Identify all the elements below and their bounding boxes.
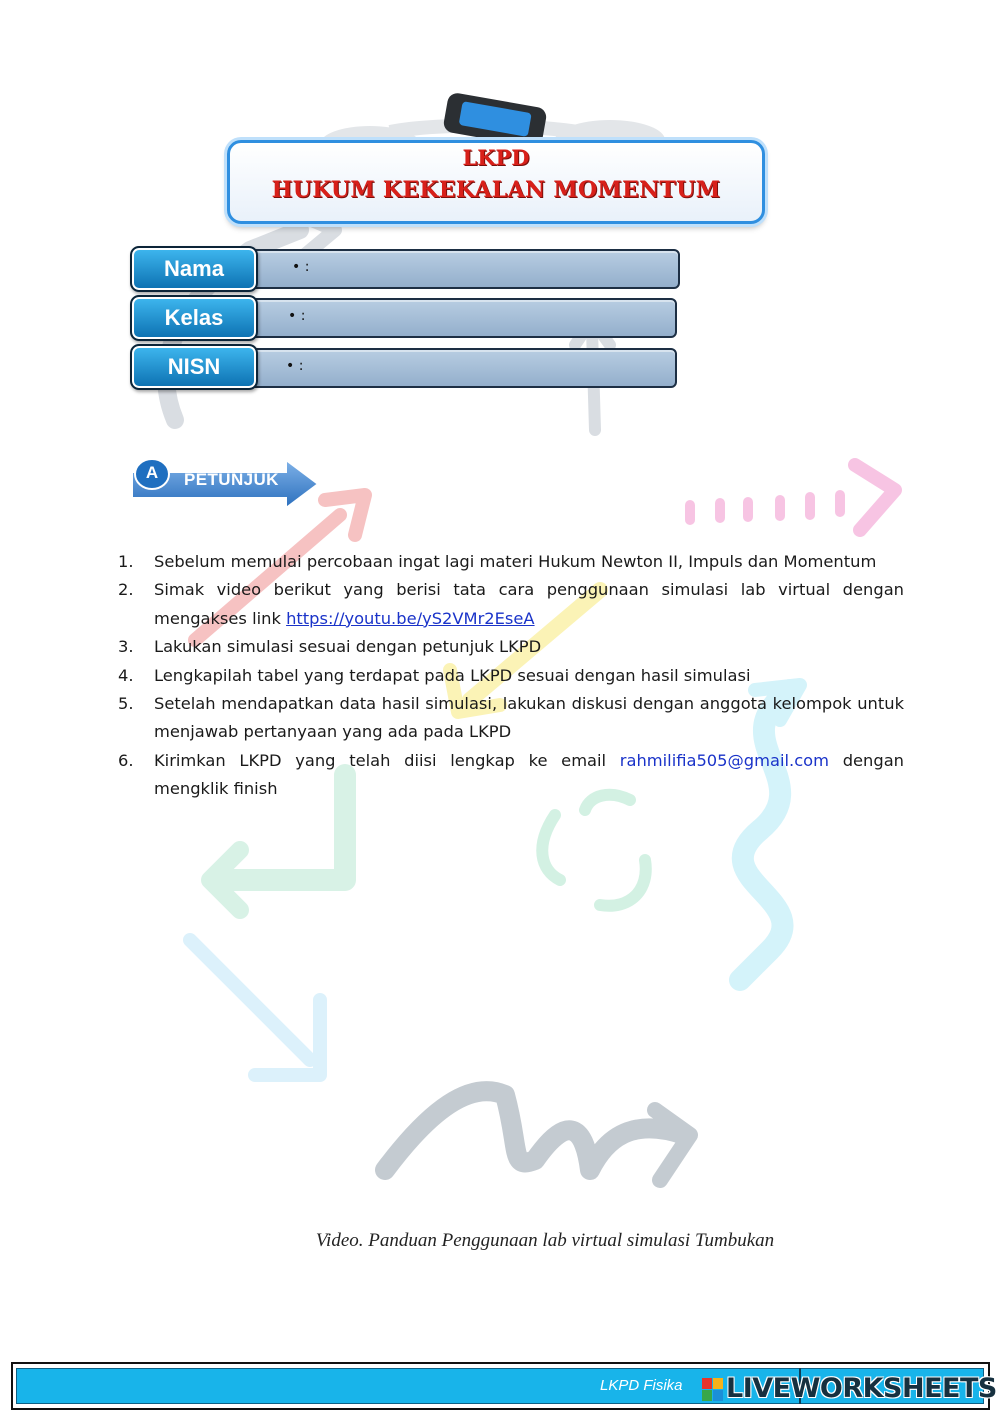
nisn-field[interactable] bbox=[248, 348, 677, 388]
kelas-field[interactable] bbox=[248, 298, 677, 338]
list-item-number: 4. bbox=[118, 665, 134, 685]
kelas-label: Kelas bbox=[130, 295, 258, 341]
list-item-number: 6. bbox=[118, 750, 134, 770]
nama-field[interactable] bbox=[250, 249, 680, 289]
nisn-field-bullet: • : bbox=[286, 358, 304, 374]
video-caption: Video. Panduan Penggunaan lab virtual simulasi Tumbukan bbox=[315, 1230, 775, 1251]
list-item-number: 2. bbox=[118, 580, 134, 600]
list-item-text: Lengkapilah tabel yang terdapat pada LKPD sesuai dengan hasil simulasi bbox=[154, 665, 751, 685]
list-item bbox=[118, 747, 904, 804]
youtube-link[interactable]: https://youtu.be/yS2VMr2EseA bbox=[286, 608, 535, 628]
list-item-number: 3. bbox=[118, 637, 134, 657]
email-address: rahmilifia505@gmail.com bbox=[619, 750, 829, 770]
list-item-text: Setelah mendapatkan data hasil simulasi, lakukan diskusi dengan anggota kelompok untuk menjawab pertanyaan yang ada pada LKPD bbox=[154, 694, 904, 742]
title-banner bbox=[227, 140, 765, 224]
list-item-number: 1. bbox=[118, 552, 134, 571]
nama-label: Nama bbox=[130, 246, 258, 292]
list-item bbox=[118, 576, 904, 633]
list-item-text: Lakukan simulasi sesuai dengan petunjuk LKPD bbox=[154, 637, 542, 657]
list-item-number: 5. bbox=[118, 694, 134, 714]
footer-text: LKPD Fisika bbox=[600, 1377, 683, 1394]
list-item bbox=[118, 690, 904, 747]
nama-field-bullet: • : bbox=[292, 259, 310, 275]
list-item bbox=[118, 633, 904, 661]
instruction-list bbox=[118, 548, 904, 804]
list-item bbox=[118, 662, 904, 690]
liveworksheets-brand[interactable]: LIVEWORKSHEETS bbox=[726, 1373, 997, 1404]
section-title: PETUNJUK bbox=[184, 470, 279, 489]
list-item-text: Simak video berikut yang berisi tata cara penggunaan simulasi lab virtual dengan mengakses link bbox=[154, 580, 904, 628]
kelas-field-bullet: • : bbox=[288, 308, 306, 324]
section-letter: A bbox=[145, 463, 159, 482]
liveworksheets-logo-icon bbox=[702, 1378, 724, 1402]
title-line-2: HUKUM KEKEKALAN MOMENTUM bbox=[271, 177, 721, 203]
list-item-text: Sebelum memulai percobaan ingat lagi materi Hukum Newton II, Impuls dan Momentum bbox=[154, 552, 877, 571]
list-item bbox=[118, 548, 904, 576]
list-item-text-end: dengan mengklik finish bbox=[154, 750, 904, 799]
list-item-text: Kirimkan LKPD yang telah diisi lengkap ke email bbox=[154, 750, 620, 770]
nisn-label: NISN bbox=[130, 344, 258, 390]
title-line-1: LKPD bbox=[462, 145, 530, 170]
